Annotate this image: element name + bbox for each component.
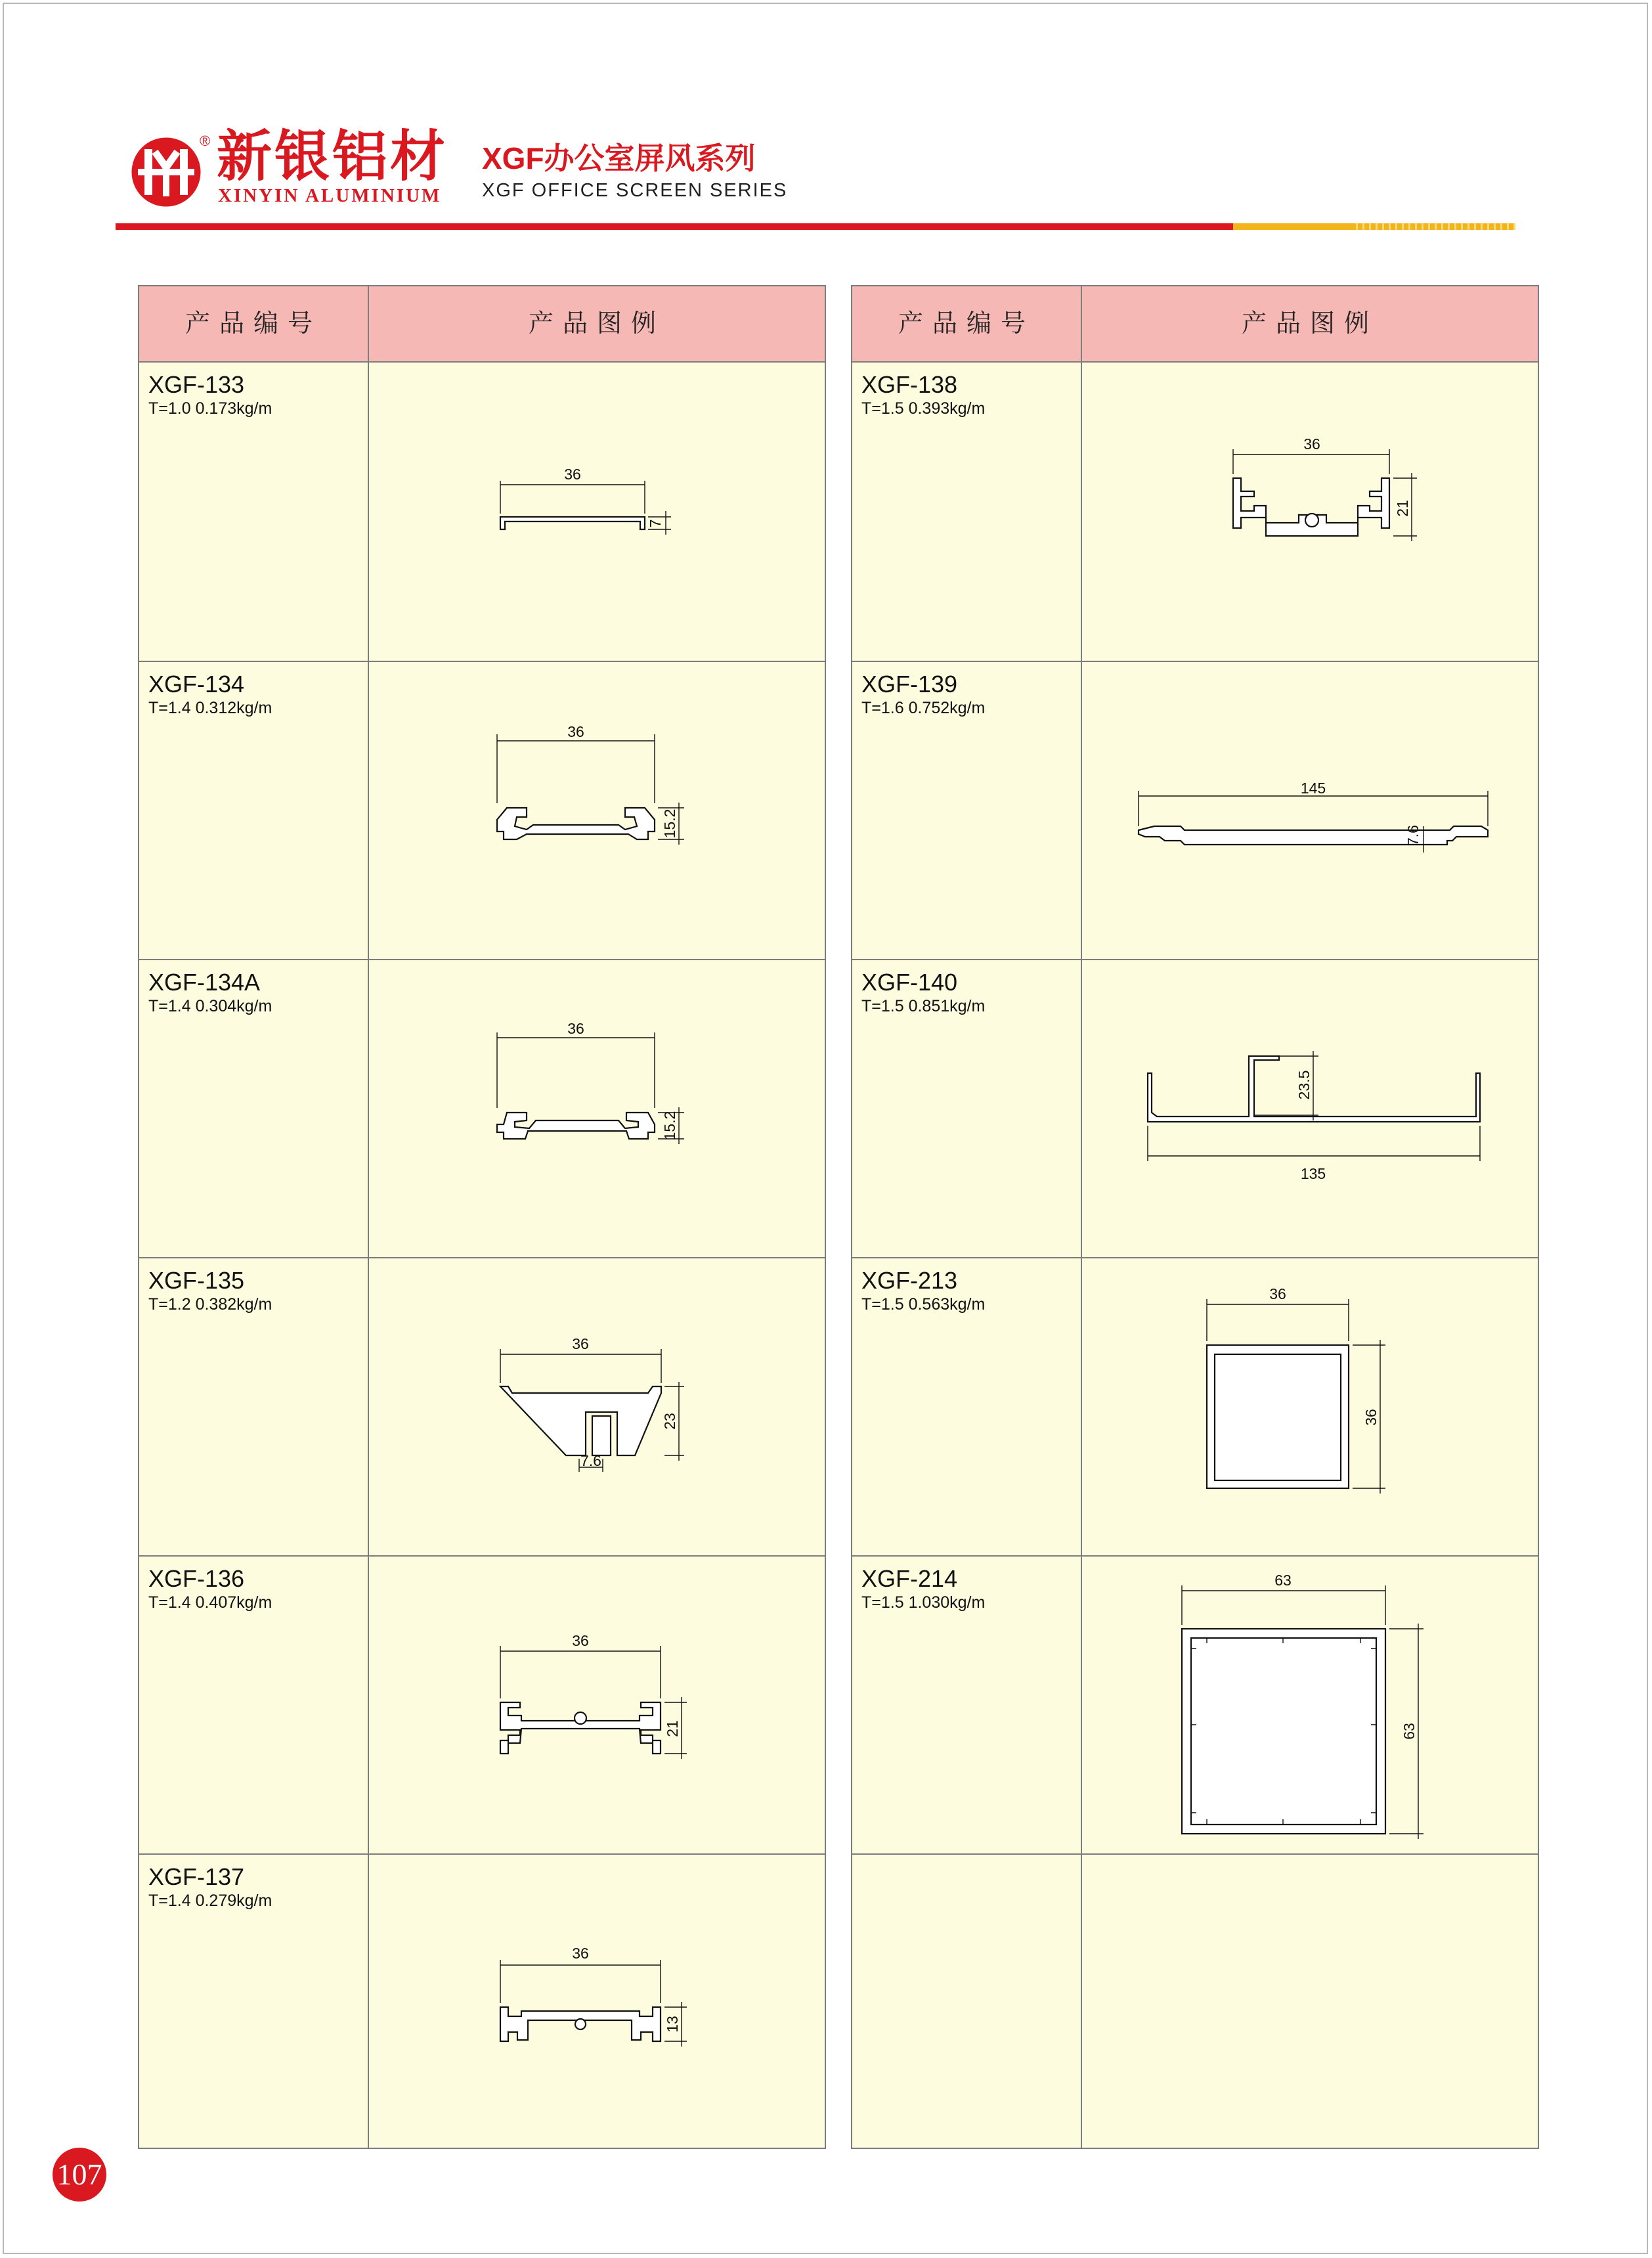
dimension-label: 36 (1362, 1409, 1380, 1426)
product-spec: T=1.5 0.393kg/m (861, 399, 986, 418)
product-spec: T=1.5 1.030kg/m (861, 1593, 986, 1612)
table-row (852, 959, 1538, 1257)
product-spec: T=1.5 0.851kg/m (861, 997, 986, 1015)
brand-name-en: XINYIN ALUMINIUM (218, 185, 442, 206)
product-spec: T=1.2 0.382kg/m (148, 1295, 272, 1314)
profile-diagram (369, 1855, 825, 2152)
dimension-label: 135 (1300, 1165, 1326, 1182)
dimension-label: 7.6 (580, 1452, 601, 1469)
page-number: 107 (53, 2148, 106, 2202)
dimension-label: 13 (664, 2016, 681, 2033)
product-code: XGF-134A (148, 969, 261, 996)
product-spec: T=1.4 0.407kg/m (148, 1593, 272, 1612)
table-row (139, 1555, 825, 1853)
dimension-label: 145 (1300, 780, 1326, 797)
registered-mark: ® (200, 133, 211, 149)
product-code: XGF-133 (148, 371, 245, 398)
xinyin-logo-icon (129, 135, 204, 210)
table-row (852, 363, 1538, 661)
profile-diagram (369, 960, 825, 1257)
table-row (139, 363, 825, 661)
profile-diagram (1082, 1557, 1538, 1853)
header-rule-yellow-solid (1233, 223, 1351, 230)
dimension-label: 36 (564, 466, 581, 483)
product-code: XGF-213 (861, 1267, 958, 1294)
dimension-label: 15.2 (661, 808, 678, 839)
table-row (852, 1555, 1538, 1853)
table-row (852, 1257, 1538, 1555)
product-code: XGF-135 (148, 1267, 245, 1294)
product-spec: T=1.5 0.563kg/m (861, 1295, 986, 1314)
product-code: XGF-139 (861, 671, 958, 697)
dimension-label: 36 (567, 723, 584, 740)
table-row (852, 661, 1538, 959)
dimension-label: 63 (1274, 1572, 1292, 1589)
table-row (139, 1853, 825, 2152)
dimension-label: 36 (572, 1335, 589, 1352)
dimension-label: 7.6 (1404, 825, 1422, 846)
product-code: XGF-136 (148, 1565, 245, 1592)
table-row (139, 1257, 825, 1555)
dimension-label: 7 (647, 519, 664, 528)
header-product-image: 产品图例 (528, 310, 665, 338)
profile-diagram (369, 1258, 825, 1555)
dimension-label: 36 (567, 1020, 584, 1037)
product-code: XGF-214 (861, 1565, 958, 1592)
profile-diagram (1082, 1258, 1538, 1555)
profile-diagram (369, 662, 825, 959)
product-spec: T=1.4 0.279kg/m (148, 1892, 272, 1910)
product-spec: T=1.0 0.173kg/m (148, 399, 272, 418)
series-title-en: XGF OFFICE SCREEN SERIES (482, 180, 788, 201)
table-row (139, 661, 825, 959)
header-product-code: 产品编号 (898, 310, 1035, 338)
product-code: XGF-138 (861, 371, 958, 398)
header-rule-red (116, 223, 1233, 230)
profile-diagram (369, 1557, 825, 1853)
table-row (139, 959, 825, 1257)
dimension-label: 36 (572, 1945, 589, 1962)
dimension-label: 21 (1394, 500, 1411, 517)
dimension-label: 36 (572, 1632, 589, 1649)
profile-diagram (1082, 662, 1538, 959)
dimension-label: 23 (661, 1413, 678, 1430)
header-product-code: 产品编号 (185, 310, 322, 338)
product-code: XGF-134 (148, 671, 245, 697)
table-header (852, 286, 1538, 363)
dimension-label: 63 (1401, 1723, 1418, 1740)
product-code: XGF-137 (148, 1863, 245, 1890)
profile-diagram (369, 363, 825, 659)
table-row-empty (852, 1853, 1538, 2152)
profile-diagram (1082, 363, 1538, 659)
dimension-label: 15.2 (661, 1111, 678, 1141)
dimension-label: 21 (664, 1720, 681, 1737)
product-table-right (851, 285, 1539, 2149)
dimension-label: 36 (1303, 435, 1320, 453)
product-table-left (138, 285, 826, 2149)
product-spec: T=1.4 0.312kg/m (148, 699, 272, 717)
brand-name-cn: 新银铝材 (217, 125, 448, 187)
dimension-label: 36 (1269, 1285, 1286, 1302)
product-spec: T=1.6 0.752kg/m (861, 699, 986, 717)
table-header (139, 286, 825, 363)
profile-diagram (1082, 960, 1538, 1257)
series-title-cn: XGF办公室屏风系列 (482, 141, 756, 175)
header-product-image: 产品图例 (1241, 310, 1378, 338)
product-spec: T=1.4 0.304kg/m (148, 997, 272, 1015)
dimension-label: 23.5 (1295, 1070, 1313, 1100)
product-code: XGF-140 (861, 969, 958, 996)
